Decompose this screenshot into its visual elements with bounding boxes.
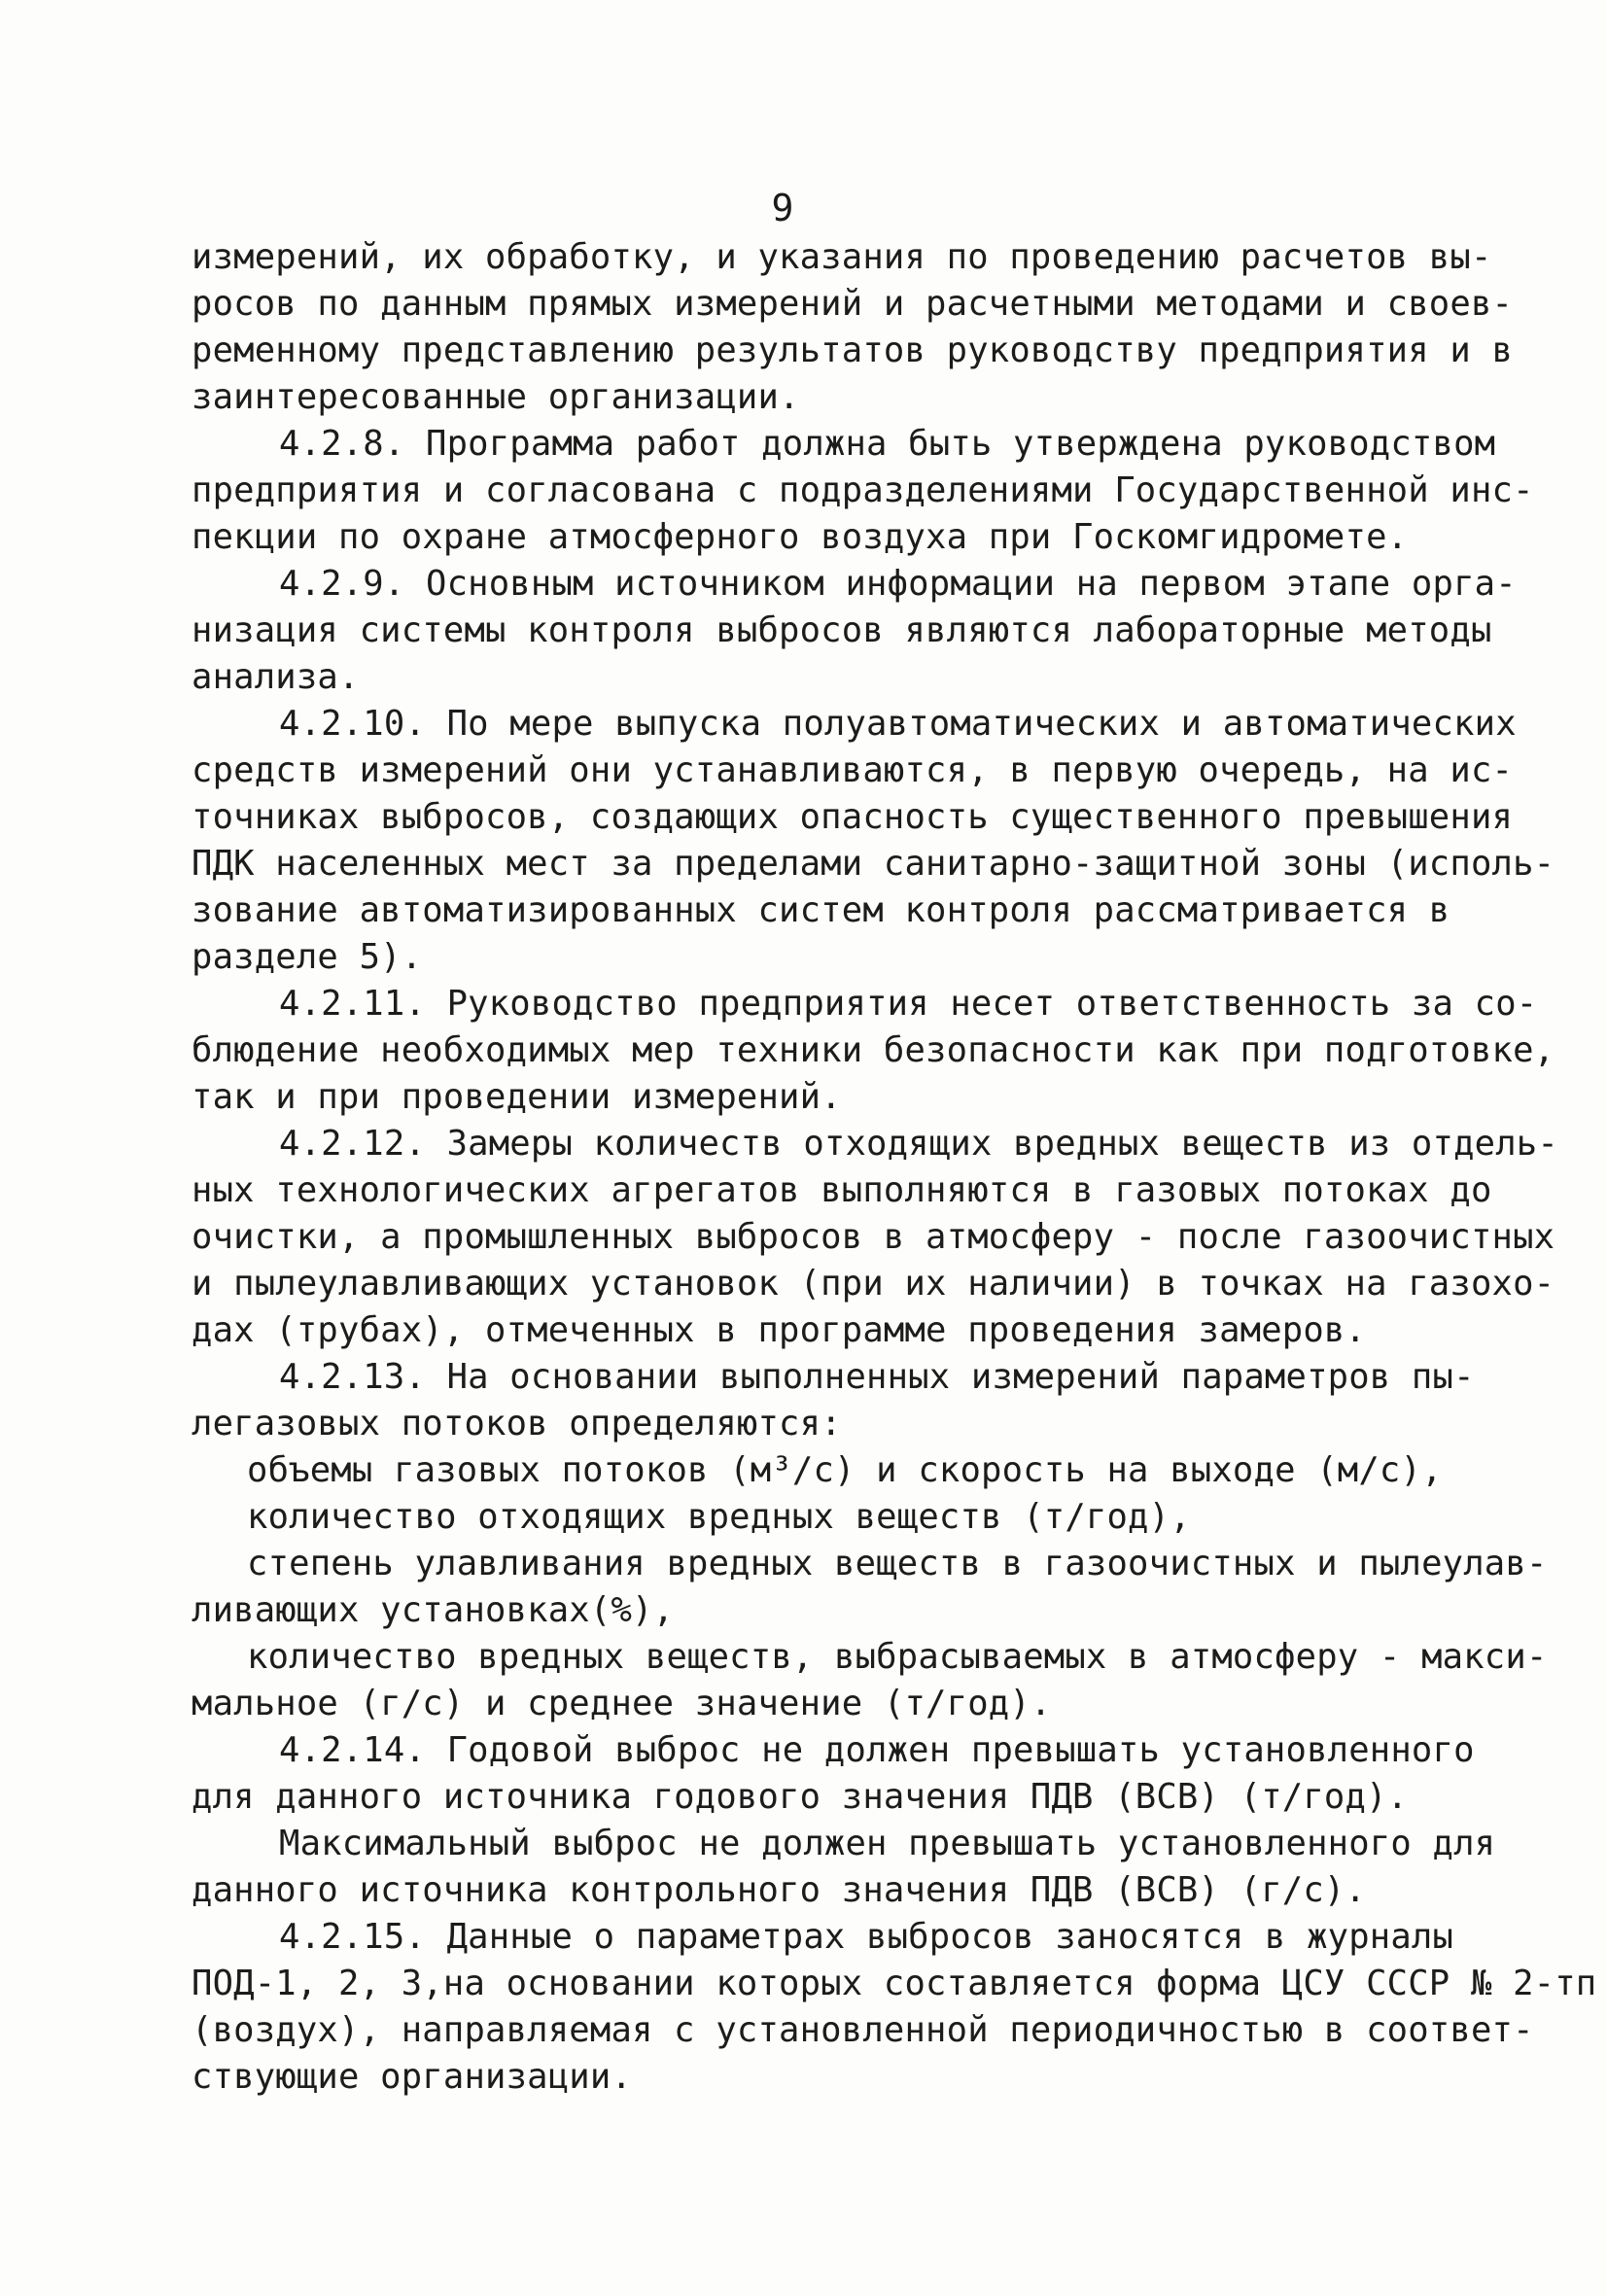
paragraph-start-line: 4.2.12. Замеры количеств отходящих вредных веществ из отдель- bbox=[279, 1124, 1558, 1164]
paragraph-start-line: Максимальный выброс не должен превышать установленного для bbox=[279, 1824, 1496, 1863]
text-line: точниках выбросов, создающих опасность существенного превышения bbox=[192, 797, 1514, 837]
text-line: и пылеулавливающих установок (при их наличии) в точках на газохо- bbox=[192, 1264, 1555, 1304]
text-line: ПДК населенных мест за пределами санитарно-защитной зоны (исполь- bbox=[192, 844, 1555, 884]
text-line: предприятия и согласована с подразделениями Государственной инс- bbox=[192, 470, 1534, 510]
paragraph-start-line: 4.2.11. Руководство предприятия несет ответственность за со- bbox=[279, 984, 1538, 1024]
list-item-line: количество вредных веществ, выбрасываемых в атмосферу - макси- bbox=[247, 1637, 1548, 1677]
text-line: разделе 5). bbox=[192, 937, 423, 977]
paragraph-start-line: 4.2.10. По мере выпуска полуавтоматических и автоматических bbox=[279, 704, 1517, 744]
list-item-line: степень улавливания вредных веществ в газоочистных и пылеулав- bbox=[247, 1544, 1548, 1583]
text-line: мальное (г/с) и среднее значение (т/год). bbox=[192, 1684, 1052, 1723]
text-line: данного источника контрольного значения ПДВ (ВСВ) (г/с). bbox=[192, 1870, 1367, 1910]
text-line: для данного источника годового значения ПДВ (ВСВ) (т/год). bbox=[192, 1777, 1409, 1817]
paragraph-start-line: 4.2.8. Программа работ должна быть утверждена руководством bbox=[279, 424, 1496, 464]
text-line: пекции по охране атмосферного воздуха при Госкомгидромете. bbox=[192, 517, 1409, 557]
text-line: средств измерений они устанавливаются, в первую очередь, на ис- bbox=[192, 750, 1514, 790]
text-line: анализа. bbox=[192, 657, 360, 697]
text-line: росов по данным прямых измерений и расчетными методами и своев- bbox=[192, 284, 1514, 324]
page-number: 9 bbox=[771, 187, 794, 229]
text-line: дах (трубах), отмеченных в программе проведения замеров. bbox=[192, 1310, 1367, 1350]
paragraph-start-line: 4.2.13. На основании выполненных измерений параметров пы- bbox=[279, 1357, 1475, 1397]
paragraph-start-line: 4.2.14. Годовой выброс не должен превышать установленного bbox=[279, 1730, 1475, 1770]
list-item-line: объемы газовых потоков (м³/с) и скорость на выходе (м/с), bbox=[247, 1450, 1443, 1490]
text-line: ливающих установках(%), bbox=[192, 1590, 675, 1630]
text-line: ных технологических агрегатов выполняются в газовых потоках до bbox=[192, 1170, 1492, 1210]
text-line: очистки, а промышленных выбросов в атмосферу - после газоочистных bbox=[192, 1217, 1555, 1257]
text-line: блюдение необходимых мер техники безопасности как при подготовке, bbox=[192, 1030, 1555, 1070]
text-line: низация системы контроля выбросов являются лабораторные методы bbox=[192, 610, 1492, 650]
text-line: ствующие организации. bbox=[192, 2057, 633, 2097]
text-line: зование автоматизированных систем контроля рассматривается в bbox=[192, 890, 1450, 930]
text-line: ПОД-1, 2, 3,на основании которых составляется форма ЦСУ СССР № 2-тп bbox=[192, 1964, 1597, 2003]
text-line: измерений, их обработку, и указания по проведению расчетов вы- bbox=[192, 237, 1492, 277]
paragraph-start-line: 4.2.9. Основным источником информации на первом этапе орга- bbox=[279, 564, 1517, 604]
text-line: ременному представлению результатов руководству предприятия и в bbox=[192, 330, 1514, 370]
list-item-line: количество отходящих вредных веществ (т/год), bbox=[247, 1497, 1191, 1537]
text-line: легазовых потоков определяются: bbox=[192, 1404, 842, 1444]
text-line: (воздух), направляемая с установленной периодичностью в соответ- bbox=[192, 2010, 1534, 2050]
text-line: заинтересованные организации. bbox=[192, 377, 800, 417]
text-line: так и при проведении измерений. bbox=[192, 1077, 842, 1117]
paragraph-start-line: 4.2.15. Данные о параметрах выбросов заносятся в журналы bbox=[279, 1917, 1454, 1957]
